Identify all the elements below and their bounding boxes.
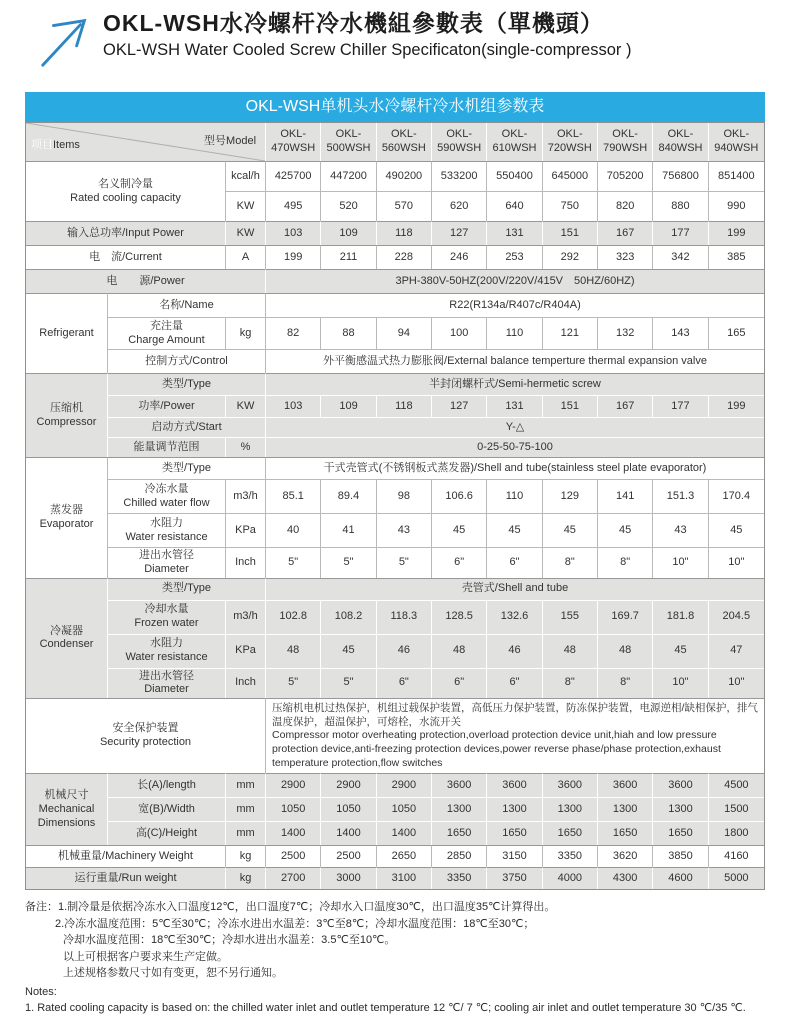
value-cell: 48 (266, 634, 321, 668)
note-line-zh: 上述规格参数尺寸如有变更，恕不另行通知。 (63, 967, 283, 980)
model-label: 型号Model (204, 135, 257, 147)
value-cell: 199 (266, 245, 321, 269)
value-cell: 2650 (377, 845, 432, 867)
value-cell: 1650 (598, 821, 653, 845)
row-label-cond-diameter: 进出水管径 Diameter (108, 668, 226, 699)
unit-cell: m3/h (226, 479, 266, 513)
group-label-mechanical-dimensions: 机械尺寸 Mechanical Dimensions (26, 773, 108, 845)
row-label-power-supply: 电 源/Power (26, 269, 266, 293)
value-cell: 6" (487, 668, 542, 699)
value-cell: 3600 (432, 773, 487, 797)
notes (25, 899, 765, 1017)
value-cell: 108.2 (321, 600, 376, 634)
value-cell: 45 (487, 513, 542, 547)
value-cell: 89.4 (321, 479, 376, 513)
value-cell: 45 (598, 513, 653, 547)
table-row (26, 668, 764, 699)
unit-cell: mm (226, 773, 266, 797)
value-cell: 570 (377, 191, 432, 221)
table-row (26, 634, 764, 668)
value-cell: 102.8 (266, 600, 321, 634)
value-cell: 10" (653, 547, 708, 578)
value-cell: 2500 (266, 845, 321, 867)
value-span-cell: 0-25-50-75-100 (266, 437, 764, 457)
value-cell: 228 (377, 245, 432, 269)
value-cell: 1050 (321, 797, 376, 821)
value-cell: 165 (709, 317, 764, 349)
table-row (26, 161, 764, 191)
value-cell: 118.3 (377, 600, 432, 634)
row-label-rated-cooling: 名义制冷量 Rated cooling capacity (26, 161, 226, 221)
row-label-evap-water-resistance: 水阻力 Water resistance (108, 513, 226, 547)
row-label-start: 启动方式/Start (108, 417, 266, 437)
row-label-frozen-water: 冷却水量 Frozen water (108, 600, 226, 634)
table-row (26, 600, 764, 634)
value-cell: 48 (432, 634, 487, 668)
note-line-en: 1. Rated cooling capacity is based on: the chilled water inlet and outlet temperature 12 ℃/ 7 ℃; cooling air inlet and outlet temperature 30 ℃/35 ℃. (25, 1002, 746, 1015)
group-label-refrigerant: Refrigerant (26, 293, 108, 373)
page-title-zh: OKL-WSH水冷螺杆冷水機組參數表（單機頭） (103, 10, 604, 36)
row-label-charge-amount: 充注量 Charge Amount (108, 317, 226, 349)
unit-cell: kg (226, 845, 266, 867)
table-row (26, 457, 764, 479)
unit-cell: kg (226, 317, 266, 349)
value-cell: 155 (543, 600, 598, 634)
value-cell: 3600 (543, 773, 598, 797)
value-cell: 3350 (432, 867, 487, 889)
value-cell: 151 (543, 395, 598, 417)
value-cell: 143 (653, 317, 708, 349)
value-cell: 342 (653, 245, 708, 269)
value-cell: 5" (266, 668, 321, 699)
value-cell: 5" (321, 547, 376, 578)
unit-cell: KPa (226, 634, 266, 668)
value-cell: 8" (598, 668, 653, 699)
value-cell: 490200 (377, 161, 432, 191)
row-label-length: 长(A)/length (108, 773, 226, 797)
value-cell: 550400 (487, 161, 542, 191)
value-cell: 167 (598, 221, 653, 245)
value-cell: 2700 (266, 867, 321, 889)
value-cell: 88 (321, 317, 376, 349)
unit-cell: A (226, 245, 266, 269)
arrow-logo-icon (37, 12, 95, 70)
value-cell: 1650 (487, 821, 542, 845)
value-span-cell: 压缩机电机过热保护，机组过载保护装置，高低压力保护装置，防冻保护装置，电源逆相/缺相保护，排气温度保护，超温保护，可熔栓，水流开关 Compressor motor overheating protection,overload protection device unit,hiah and low pressure protection device,anti-freezing protection devices,power reverse phase/phase protection,exhaust temperature protection,flow switches (266, 698, 764, 773)
value-cell: 109 (321, 221, 376, 245)
unit-cell: KPa (226, 513, 266, 547)
value-cell: 45 (321, 634, 376, 668)
value-cell: 131 (487, 395, 542, 417)
value-cell: 41 (321, 513, 376, 547)
model-header-okl-790wsh: OKL- 790WSH (598, 123, 653, 161)
value-cell: 109 (321, 395, 376, 417)
value-cell: 1650 (543, 821, 598, 845)
value-cell: 880 (653, 191, 708, 221)
value-cell: 131 (487, 221, 542, 245)
value-cell: 620 (432, 191, 487, 221)
value-cell: 3000 (321, 867, 376, 889)
table-row (26, 221, 764, 245)
value-cell: 4600 (653, 867, 708, 889)
value-span-cell: 外平衡感温式热力膨胀阀/External balance temperture thermal expansion valve (266, 349, 764, 373)
row-label-security-protection: 安全保护装置 Security protection (26, 698, 266, 773)
row-label-chilled-water-flow: 冷冻水量 Chilled water flow (108, 479, 226, 513)
value-cell: 118 (377, 221, 432, 245)
row-label-width: 宽(B)/Width (108, 797, 226, 821)
value-cell: 10" (709, 668, 764, 699)
value-cell: 5" (266, 547, 321, 578)
value-cell: 253 (487, 245, 542, 269)
value-cell: 151 (543, 221, 598, 245)
value-cell: 533200 (432, 161, 487, 191)
model-header-okl-560wsh: OKL- 560WSH (377, 123, 432, 161)
value-cell: 1400 (377, 821, 432, 845)
value-span-cell: 干式壳管式(不锈钢板式蒸发器)/Shell and tube(stainless steel plate evaporator) (266, 457, 764, 479)
value-cell: 10" (709, 547, 764, 578)
unit-cell: mm (226, 821, 266, 845)
model-header-okl-720wsh: OKL- 720WSH (543, 123, 598, 161)
row-label-input-power: 输入总功率/Input Power (26, 221, 226, 245)
model-header-okl-500wsh: OKL- 500WSH (321, 123, 376, 161)
row-label-run-weight: 运行重量/Run weight (26, 867, 226, 889)
value-cell: 246 (432, 245, 487, 269)
unit-cell: kcal/h (226, 161, 266, 191)
table-row (26, 479, 764, 513)
value-cell: 199 (709, 395, 764, 417)
value-cell: 43 (653, 513, 708, 547)
row-label-condenser-type: 类型/Type (108, 578, 266, 600)
value-cell: 40 (266, 513, 321, 547)
value-cell: 127 (432, 221, 487, 245)
value-cell: 3100 (377, 867, 432, 889)
value-cell: 45 (432, 513, 487, 547)
value-cell: 425700 (266, 161, 321, 191)
corner-header-cell (26, 123, 266, 161)
unit-cell: kg (226, 867, 266, 889)
value-cell: 98 (377, 479, 432, 513)
table-row (26, 269, 764, 293)
value-cell: 3350 (543, 845, 598, 867)
model-header-okl-940wsh: OKL- 940WSH (709, 123, 764, 161)
value-cell: 199 (709, 221, 764, 245)
value-cell: 2900 (377, 773, 432, 797)
value-cell: 211 (321, 245, 376, 269)
value-cell: 106.6 (432, 479, 487, 513)
table-row (26, 578, 764, 600)
row-label-energy-range: 能量调节范围 (108, 437, 226, 457)
value-cell: 8" (543, 668, 598, 699)
notes-zh (25, 899, 765, 982)
value-cell: 85.1 (266, 479, 321, 513)
value-cell: 82 (266, 317, 321, 349)
model-header-okl-610wsh: OKL- 610WSH (487, 123, 542, 161)
value-cell: 121 (543, 317, 598, 349)
value-cell: 705200 (598, 161, 653, 191)
value-cell: 1800 (709, 821, 764, 845)
row-label-current: 电 流/Current (26, 245, 226, 269)
items-label: 项目Items (31, 139, 80, 152)
value-cell: 4300 (598, 867, 653, 889)
value-cell: 520 (321, 191, 376, 221)
note-line-zh: 2.冷冻水温度范围：5℃至30℃；冷冻水进出水温差：3℃至8℃；冷却水温度范围：18℃至30℃； (55, 917, 535, 930)
value-cell: 6" (432, 547, 487, 578)
value-cell: 3600 (598, 773, 653, 797)
note-line-zh: 以上可根据客户要求来生产定做。 (63, 950, 228, 963)
table-banner: OKL-WSH单机头水冷螺杆冷水机组参数表 (25, 92, 765, 122)
value-cell: 8" (598, 547, 653, 578)
value-cell: 170.4 (709, 479, 764, 513)
value-cell: 3600 (653, 773, 708, 797)
value-cell: 851400 (709, 161, 764, 191)
value-cell: 385 (709, 245, 764, 269)
row-label-height: 高(C)/Height (108, 821, 226, 845)
value-cell: 1300 (653, 797, 708, 821)
model-header-okl-470wsh: OKL- 470WSH (266, 123, 321, 161)
row-label-evaporator-type: 类型/Type (108, 457, 266, 479)
table-row (26, 867, 764, 889)
model-header-okl-590wsh: OKL- 590WSH (432, 123, 487, 161)
value-cell: 2900 (321, 773, 376, 797)
value-cell: 103 (266, 395, 321, 417)
value-cell: 5" (321, 668, 376, 699)
value-cell: 128.5 (432, 600, 487, 634)
table-row (26, 317, 764, 349)
value-cell: 48 (598, 634, 653, 668)
value-cell: 447200 (321, 161, 376, 191)
value-cell: 4500 (709, 773, 764, 797)
value-cell: 1300 (432, 797, 487, 821)
value-span-cell: Y-△ (266, 417, 764, 437)
table-row (26, 773, 764, 797)
value-cell: 750 (543, 191, 598, 221)
row-label-cond-water-resistance: 水阻力 Water resistance (108, 634, 226, 668)
value-cell: 45 (709, 513, 764, 547)
value-cell: 132.6 (487, 600, 542, 634)
value-cell: 1400 (321, 821, 376, 845)
value-cell: 110 (487, 479, 542, 513)
value-cell: 204.5 (709, 600, 764, 634)
value-cell: 48 (543, 634, 598, 668)
value-cell: 5000 (709, 867, 764, 889)
value-cell: 640 (487, 191, 542, 221)
table-row (26, 349, 764, 373)
value-cell: 177 (653, 221, 708, 245)
value-cell: 4160 (709, 845, 764, 867)
value-cell: 323 (598, 245, 653, 269)
table-row (26, 513, 764, 547)
note-line-zh: 备注：1.制冷量是依据冷冻水入口温度12℃，出口温度7℃；冷却水入口温度30℃，出口温度35℃计算得出。 (25, 901, 556, 914)
value-cell: 4000 (543, 867, 598, 889)
value-span-cell: 3PH-380V-50HZ(200V/220V/415V 50HZ/60HZ) (266, 269, 764, 293)
value-cell: 1650 (653, 821, 708, 845)
value-cell: 141 (598, 479, 653, 513)
value-cell: 151.3 (653, 479, 708, 513)
value-cell: 5" (377, 547, 432, 578)
model-header-okl-840wsh: OKL- 840WSH (653, 123, 708, 161)
value-cell: 990 (709, 191, 764, 221)
row-label-refrigerant-name: 名称/Name (108, 293, 266, 317)
value-cell: 45 (543, 513, 598, 547)
value-cell: 132 (598, 317, 653, 349)
value-cell: 3750 (487, 867, 542, 889)
value-cell: 46 (487, 634, 542, 668)
table-row (26, 245, 764, 269)
value-cell: 1300 (598, 797, 653, 821)
value-cell: 129 (543, 479, 598, 513)
value-cell: 169.7 (598, 600, 653, 634)
value-cell: 1650 (432, 821, 487, 845)
value-span-cell: R22(R134a/R407c/R404A) (266, 293, 764, 317)
value-cell: 1400 (266, 821, 321, 845)
group-label-compressor: 压缩机 Compressor (26, 373, 108, 457)
unit-cell: Inch (226, 547, 266, 578)
value-cell: 103 (266, 221, 321, 245)
row-label-control: 控制方式/Control (108, 349, 266, 373)
value-cell: 47 (709, 634, 764, 668)
group-label-condenser: 冷凝器 Condenser (26, 578, 108, 699)
value-cell: 6" (487, 547, 542, 578)
value-cell: 3850 (653, 845, 708, 867)
value-cell: 3620 (598, 845, 653, 867)
specification-table (25, 122, 765, 890)
table-row (26, 797, 764, 821)
value-cell: 45 (653, 634, 708, 668)
table-row (26, 395, 764, 417)
value-span-cell: 壳管式/Shell and tube (266, 578, 764, 600)
value-span-cell: 半封闭螺杆式/Semi-hermetic screw (266, 373, 764, 395)
value-cell: 292 (543, 245, 598, 269)
table-row (26, 373, 764, 395)
value-cell: 181.8 (653, 600, 708, 634)
unit-cell: mm (226, 797, 266, 821)
row-label-compressor-power: 功率/Power (108, 395, 226, 417)
value-cell: 118 (377, 395, 432, 417)
note-line-zh: 冷却水温度范围：18℃至30℃；冷却水进出水温差：3.5℃至10℃。 (63, 934, 396, 947)
value-cell: 10" (653, 668, 708, 699)
value-cell: 6" (432, 668, 487, 699)
value-cell: 1500 (709, 797, 764, 821)
value-cell: 1050 (377, 797, 432, 821)
table-row (26, 821, 764, 845)
value-cell: 1300 (543, 797, 598, 821)
group-label-evaporator: 蒸发器 Evaporator (26, 457, 108, 578)
unit-cell: m3/h (226, 600, 266, 634)
value-cell: 94 (377, 317, 432, 349)
table-row (26, 293, 764, 317)
unit-cell: Inch (226, 668, 266, 699)
value-cell: 495 (266, 191, 321, 221)
value-cell: 177 (653, 395, 708, 417)
page-title-en: OKL-WSH Water Cooled Screw Chiller Specificaton(single-compressor ) (103, 40, 632, 59)
document-header (25, 8, 765, 82)
notes-en-label: Notes: (25, 985, 57, 998)
value-cell: 110 (487, 317, 542, 349)
unit-cell: KW (226, 395, 266, 417)
value-cell: 167 (598, 395, 653, 417)
value-cell: 1050 (266, 797, 321, 821)
table-row (26, 845, 764, 867)
model-header-row (26, 123, 764, 161)
value-cell: 6" (377, 668, 432, 699)
table-row (26, 547, 764, 578)
unit-cell: % (226, 437, 266, 457)
table-row (26, 417, 764, 437)
row-label-evap-diameter: 进出水管径 Diameter (108, 547, 226, 578)
value-cell: 46 (377, 634, 432, 668)
row-label-machinery-weight: 机械重量/Machinery Weight (26, 845, 226, 867)
table-row (26, 698, 764, 773)
value-cell: 43 (377, 513, 432, 547)
value-cell: 820 (598, 191, 653, 221)
value-cell: 645000 (543, 161, 598, 191)
value-cell: 1300 (487, 797, 542, 821)
value-cell: 2500 (321, 845, 376, 867)
row-label-compressor-type: 类型/Type (108, 373, 266, 395)
value-cell: 8" (543, 547, 598, 578)
unit-cell: KW (226, 221, 266, 245)
value-cell: 3150 (487, 845, 542, 867)
value-cell: 3600 (487, 773, 542, 797)
value-cell: 100 (432, 317, 487, 349)
unit-cell: KW (226, 191, 266, 221)
value-cell: 2850 (432, 845, 487, 867)
value-cell: 2900 (266, 773, 321, 797)
table-row (26, 437, 764, 457)
value-cell: 127 (432, 395, 487, 417)
value-cell: 756800 (653, 161, 708, 191)
title-block (103, 8, 765, 60)
